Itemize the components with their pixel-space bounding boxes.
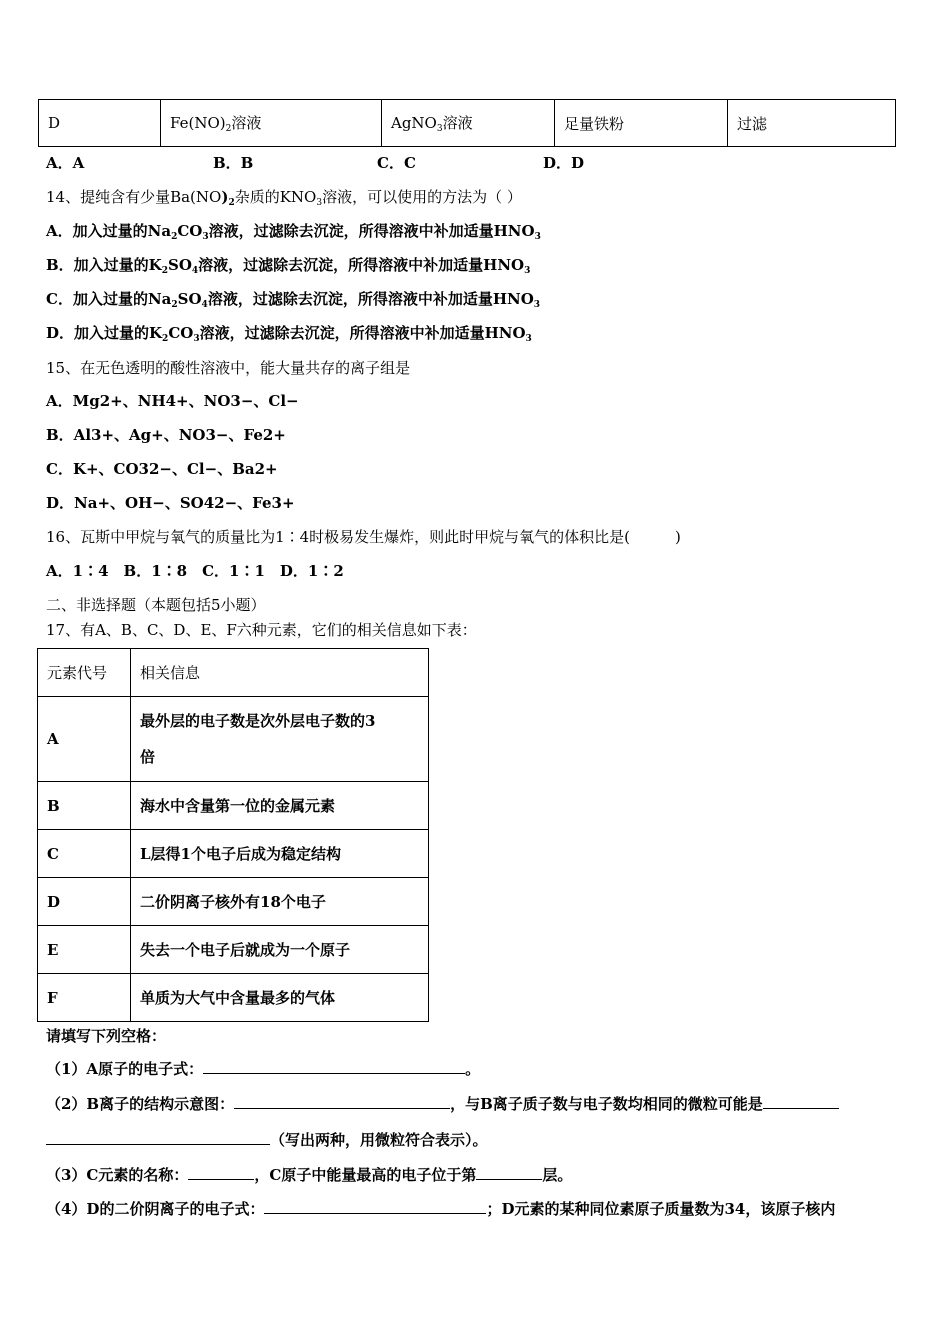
q16-stem: 16、瓦斯中甲烷与氧气的质量比为1∶4时极易发生爆炸，则此时甲烷与氧气的体积比是( ) <box>46 528 681 546</box>
table-row <box>38 649 429 697</box>
answer-blank[interactable] <box>188 1165 254 1180</box>
q16-options: A．1∶4 B．1∶8 C．1∶1 D．1∶2 <box>46 562 344 580</box>
table-row <box>38 926 429 974</box>
q17-part1: （1）A原子的电子式： 。 <box>46 1060 481 1078</box>
answer-blank[interactable] <box>476 1165 542 1180</box>
element-info: 二价阴离子核外有18个电子 <box>131 878 429 926</box>
q17-part4: （4）D的二价阴离子的电子式： ；D元素的某种同位素原子质量数为34，该原子核内 <box>46 1200 836 1218</box>
q13-option: A．A <box>46 154 85 172</box>
element-info: L层得1个电子后成为稳定结构 <box>131 830 429 878</box>
top-table <box>38 99 896 147</box>
table-cell: D <box>39 100 161 147</box>
answer-blank[interactable] <box>234 1094 450 1109</box>
element-info: 单质为大气中含量最多的气体 <box>131 974 429 1022</box>
q17-part2-cont: （写出两种，用微粒符合表示）。 <box>46 1129 488 1150</box>
q14-option: A．加入过量的$Na_2CO_3$溶液，过滤除去沉淀，所得溶液中补加适量$HNO_3$ <box>46 222 541 242</box>
table-row <box>38 830 429 878</box>
element-info: 最外层的电子数是次外层电子数的3 倍 <box>131 697 429 782</box>
element-code: E <box>38 926 131 974</box>
table-row <box>38 974 429 1022</box>
element-code: D <box>38 878 131 926</box>
q13-option: B．B <box>213 154 254 172</box>
element-code: B <box>38 782 131 830</box>
q15-option: A．Mg2+、NH4+、NO3−、Cl− <box>46 392 299 410</box>
table-cell: 足量铁粉 <box>555 100 728 147</box>
q17-stem: 17、有A、B、C、D、E、F六种元素，它们的相关信息如下表： <box>46 621 477 639</box>
table-row <box>39 100 896 147</box>
answer-blank[interactable] <box>46 1130 270 1145</box>
answer-blank[interactable] <box>763 1094 839 1109</box>
element-table <box>37 648 429 1022</box>
element-code: C <box>38 830 131 878</box>
q15-option: B．Al3+、Ag+、NO3−、Fe2+ <box>46 426 286 444</box>
element-code: A <box>38 697 131 782</box>
table-row <box>38 782 429 830</box>
table-cell: AgNO$_3$溶液 <box>382 100 555 147</box>
table-cell: 过滤 <box>728 100 896 147</box>
table-header: 相关信息 <box>131 649 429 697</box>
element-code: F <box>38 974 131 1022</box>
answer-blank[interactable] <box>203 1059 465 1074</box>
answer-blank[interactable] <box>264 1199 486 1214</box>
q14-stem: 14、提纯含有少量$Ba(NO)_2$杂质的$KNO_3$溶液，可以使用的方法为（ ） <box>46 188 522 208</box>
q14-option: B．加入过量的$K_2SO_4$溶液，过滤除去沉淀，所得溶液中补加适量$HNO_3$ <box>46 256 531 276</box>
fill-prompt: 请填写下列空格： <box>46 1027 167 1045</box>
q13-option: C．C <box>377 154 416 172</box>
section-heading: 二、非选择题（本题包括5小题） <box>46 596 266 614</box>
table-row <box>38 697 429 782</box>
q14-option: D．加入过量的$K_2CO_3$溶液，过滤除去沉淀，所得溶液中补加适量$HNO_3$ <box>46 324 532 344</box>
q17-part2: （2）B离子的结构示意图： ，与B离子质子数与电子数均相同的微粒可能是 <box>46 1093 839 1114</box>
q14-option: C．加入过量的$Na_2SO_4$溶液，过滤除去沉淀，所得溶液中补加适量$HNO_3$ <box>46 290 541 310</box>
table-cell: $Fe(NO)_2$溶液 <box>161 100 382 147</box>
q17-part3: （3）C元素的名称： ，C原子中能量最高的电子位于第 层。 <box>46 1166 573 1184</box>
element-info: 失去一个电子后就成为一个原子 <box>131 926 429 974</box>
element-info: 海水中含量第一位的金属元素 <box>131 782 429 830</box>
table-header: 元素代号 <box>38 649 131 697</box>
q15-stem: 15、在无色透明的酸性溶液中，能大量共存的离子组是 <box>46 359 411 377</box>
q13-option: D．D <box>543 154 585 172</box>
table-row <box>38 878 429 926</box>
q15-option: D．Na+、OH−、SO42−、Fe3+ <box>46 494 295 512</box>
q15-option: C．K+、CO32−、Cl−、Ba2+ <box>46 460 278 478</box>
